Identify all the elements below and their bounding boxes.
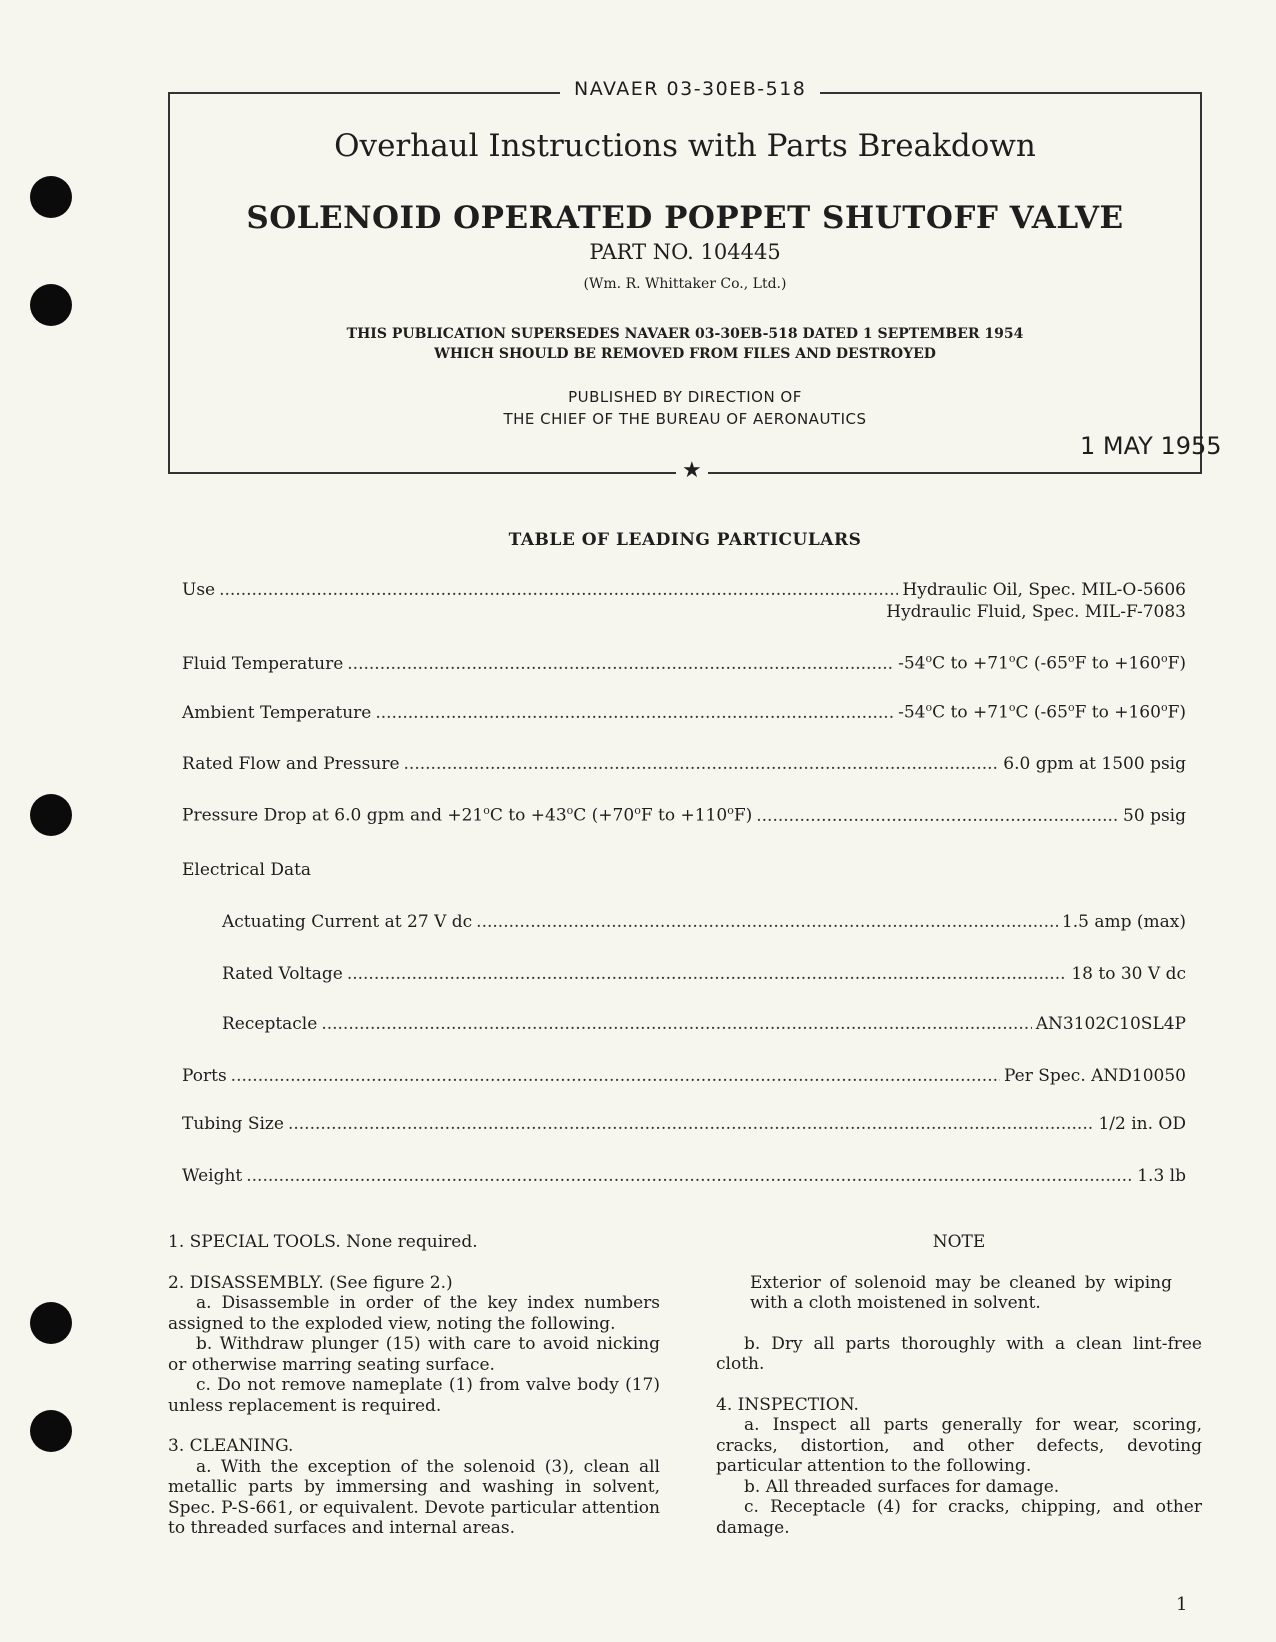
row-rated-voltage: [222, 964, 1186, 984]
document-code: NAVAER 03-30EB-518: [560, 78, 820, 100]
inspection-step-a: a. Inspect all parts generally for wear, scoring, cracks, distortion, and other defects, devoting particular attention to the following.: [716, 1415, 1202, 1476]
note-heading: NOTE: [932, 1232, 986, 1252]
row-use-value-2: Hydraulic Fluid, Spec. MIL-F-7083: [886, 602, 1186, 622]
section-cleaning-heading: 3. CLEANING.: [168, 1436, 294, 1456]
row-value: 1/2 in. OD: [1098, 1114, 1186, 1134]
star-ornament: ★: [676, 458, 708, 484]
row-label: Ambient Temperature: [182, 702, 372, 723]
cleaning-step-a: a. With the exception of the solenoid (3), clean all metallic parts by immersing and washing in solvent, Spec. P-S-661, or equivalent. Devote particular attention to threaded surfaces and internal areas.: [168, 1456, 660, 1538]
row-value: -54$^o$C to $+71^oC$ (-65$^o$F to $+160^oF$): [898, 652, 1186, 674]
leader-dots: [219, 580, 898, 600]
binder-hole: [30, 284, 72, 326]
cleaning-step-b: b. Dry all parts thoroughly with a clean lint-free cloth.: [716, 1333, 1202, 1374]
manufacturer: (Wm. R. Whittaker Co., Ltd.): [583, 276, 787, 292]
binder-hole: [30, 794, 72, 836]
published-line-1: PUBLISHED BY DIRECTION OF: [568, 388, 802, 406]
row-label: Pressure Drop at 6.0 gpm and $+21^oC$ to $+43^oC$ ($+70^oF$ to $+110^oF$): [182, 804, 753, 826]
electrical-data-label: Electrical Data: [182, 860, 312, 880]
disassembly-step-a: a. Disassemble in order of the key index numbers assigned to the exploded view, noting the following.: [168, 1293, 660, 1334]
row-ports: [182, 1066, 1186, 1086]
leader-dots: [404, 754, 1000, 774]
row-value: -54$^o$C to $+71^oC$ (-65$^o$F to $+160^oF$): [898, 701, 1186, 723]
row-value: Hydraulic Oil, Spec. MIL-O-5606: [902, 580, 1186, 600]
row-receptacle: [222, 1014, 1186, 1034]
section-inspection-heading: 4. INSPECTION.: [716, 1394, 859, 1415]
document-title: Overhaul Instructions with Parts Breakdown: [334, 128, 1036, 164]
page-number: 1: [1176, 1594, 1188, 1615]
disassembly-step-b: b. Withdraw plunger (15) with care to avoid nicking or otherwise marring seating surface.: [168, 1334, 660, 1375]
left-column: [168, 1232, 660, 1539]
row-use: [182, 580, 1186, 600]
row-pressure-drop: [182, 804, 1186, 826]
right-column: [716, 1232, 1202, 1538]
leader-dots: [347, 654, 894, 674]
row-value: 50 psig: [1123, 805, 1186, 826]
row-label: Fluid Temperature: [182, 653, 344, 674]
row-label: Receptacle: [222, 1014, 318, 1034]
row-rated-flow: [182, 754, 1186, 774]
supersedes-line-1: THIS PUBLICATION SUPERSEDES NAVAER 03-30EB-518 DATED 1 SEPTEMBER 1954: [346, 326, 1024, 342]
part-number: PART NO. 104445: [589, 240, 781, 264]
row-fluid-temperature: [182, 652, 1186, 674]
row-label: Rated Flow and Pressure: [182, 754, 400, 774]
section-special-tools: 1. SPECIAL TOOLS. None required.: [168, 1232, 478, 1252]
binder-hole: [30, 1410, 72, 1452]
row-label: Ports: [182, 1066, 227, 1086]
row-label: Weight: [182, 1166, 243, 1186]
leader-dots: [375, 703, 894, 723]
inspection-step-b: b. All threaded surfaces for damage.: [744, 1476, 1060, 1497]
row-actuating-current: [222, 912, 1186, 932]
published-line-2: THE CHIEF OF THE BUREAU OF AERONAUTICS: [503, 410, 867, 428]
row-label: Use: [182, 580, 216, 600]
row-weight: [182, 1166, 1186, 1186]
row-value: 6.0 gpm at 1500 psig: [1003, 754, 1186, 774]
row-value: 1.3 lb: [1137, 1166, 1186, 1186]
disassembly-step-c: c. Do not remove nameplate (1) from valve body (17) unless replacement is required.: [168, 1375, 660, 1416]
row-value: 18 to 30 V dc: [1071, 964, 1186, 984]
row-label: Rated Voltage: [222, 964, 343, 984]
row-label: Tubing Size: [182, 1114, 284, 1134]
document-subject: SOLENOID OPERATED POPPET SHUTOFF VALVE: [246, 200, 1124, 236]
supersedes-line-2: WHICH SHOULD BE REMOVED FROM FILES AND DESTROYED: [434, 346, 936, 362]
leader-dots: [347, 964, 1068, 984]
leader-dots: [756, 806, 1119, 826]
inspection-step-c: c. Receptacle (4) for cracks, chipping, and other damage.: [716, 1497, 1202, 1538]
row-label: Actuating Current at 27 V dc: [222, 912, 473, 932]
row-tubing-size: [182, 1114, 1186, 1134]
binder-hole: [30, 1302, 72, 1344]
leader-dots: [288, 1114, 1095, 1134]
row-value: AN3102C10SL4P: [1035, 1014, 1186, 1034]
leader-dots: [246, 1166, 1133, 1186]
leader-dots: [321, 1014, 1031, 1034]
publication-date: 1 MAY 1955: [1080, 432, 1222, 460]
row-value: 1.5 amp (max): [1061, 912, 1186, 932]
section-disassembly-heading: 2. DISASSEMBLY. (See figure 2.): [168, 1272, 453, 1293]
note-body: Exterior of solenoid may be cleaned by wiping with a cloth moistened in solvent.: [750, 1272, 1172, 1313]
leader-dots: [231, 1066, 1000, 1086]
row-value: Per Spec. AND10050: [1003, 1066, 1186, 1086]
binder-hole: [30, 176, 72, 218]
row-ambient-temperature: [182, 701, 1186, 723]
particulars-title: TABLE OF LEADING PARTICULARS: [508, 530, 862, 550]
leader-dots: [476, 912, 1058, 932]
